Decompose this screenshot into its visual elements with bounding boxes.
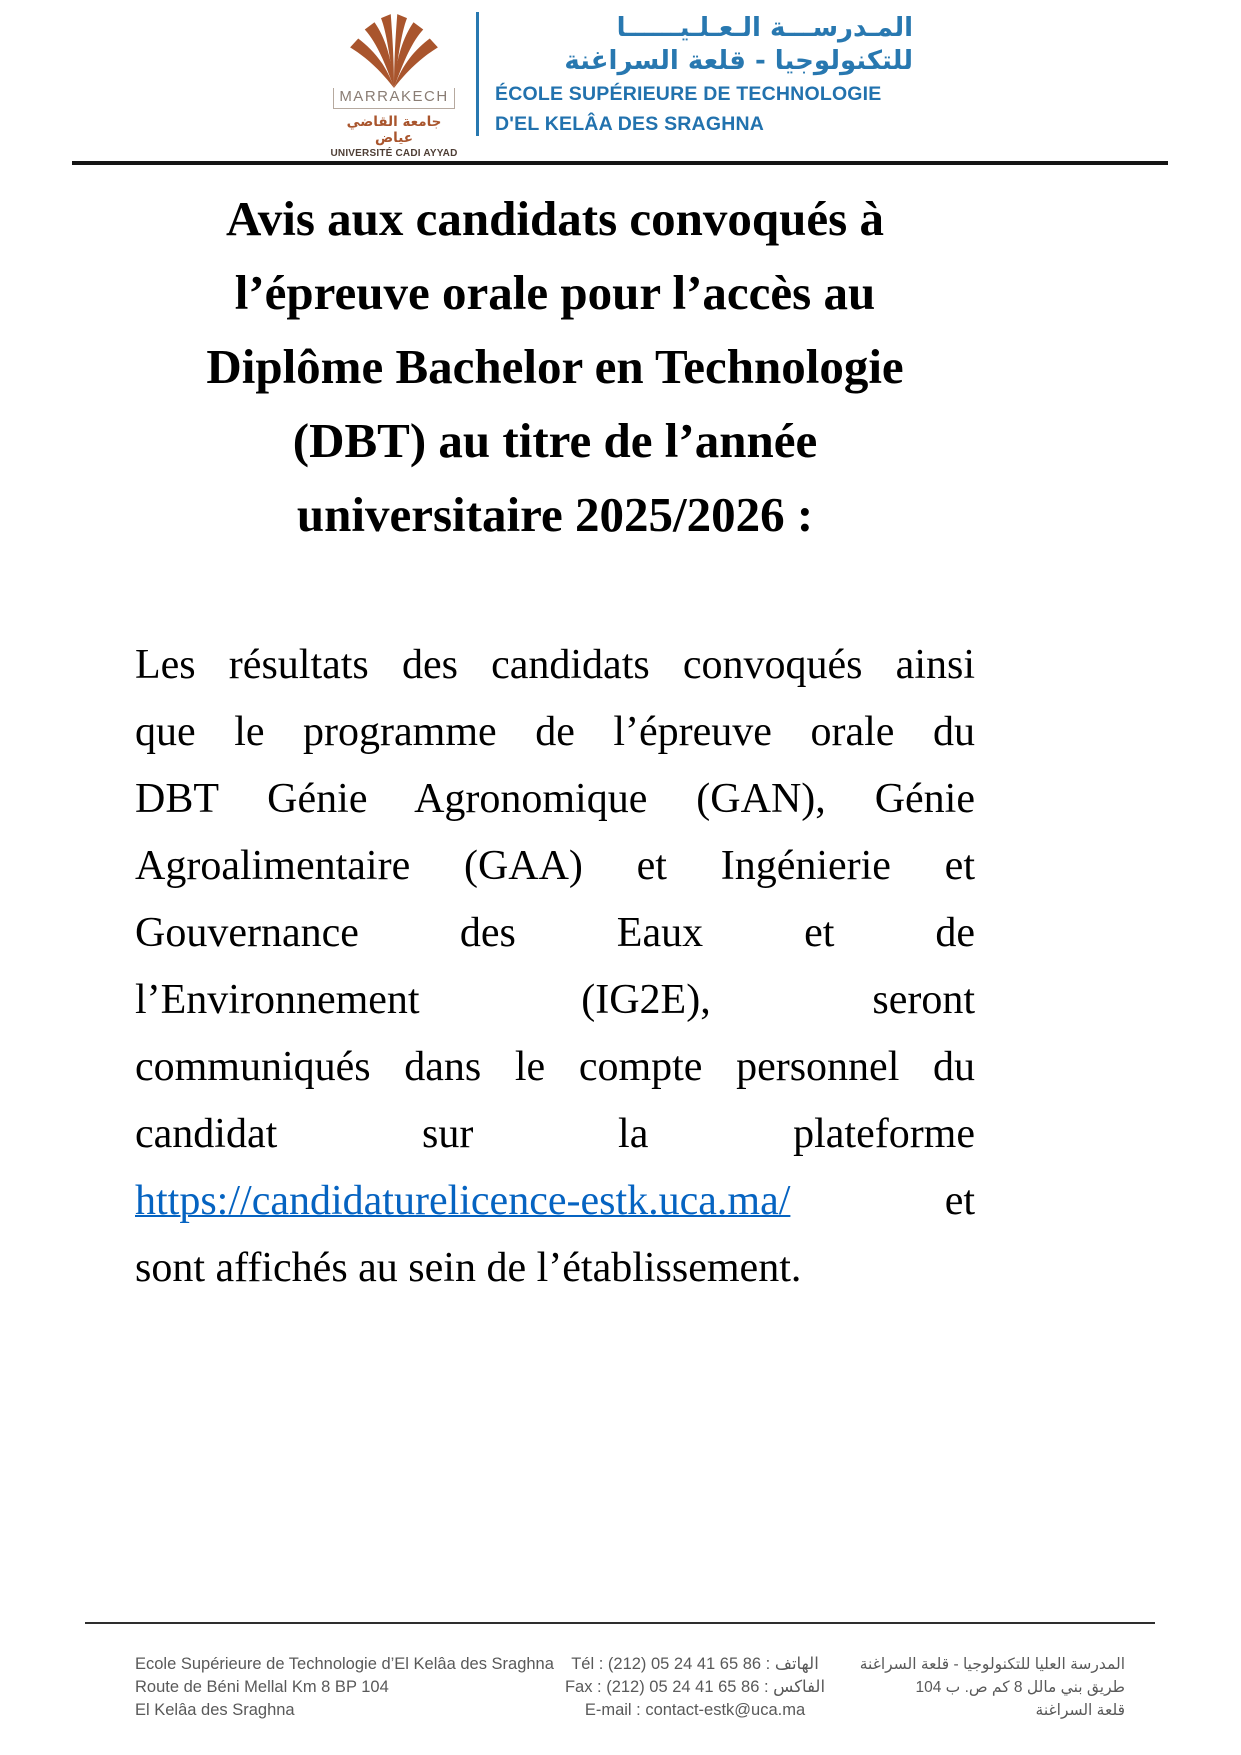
body-line: Les résultats des candidats convoqués ainsi [135, 642, 975, 688]
footer-address-fr-line: Route de Béni Mellal Km 8 BP 104 [135, 1678, 389, 1696]
footer-address-fr-line: Ecole Supérieure de Technologie d’El Kelâa des Sraghna [135, 1655, 554, 1673]
body-line: que le programme de l’épreuve orale du [135, 709, 975, 755]
after-link-text: et [944, 1178, 975, 1224]
footer-address-fr [135, 1653, 575, 1722]
body-line: sont affichés au sein de l’établissement. [135, 1245, 802, 1291]
body-line: candidat sur la plateforme [135, 1111, 975, 1157]
footer-address-ar-line: المدرسة العليا للتكنولوجيا - قلعة السراغنة [859, 1656, 1125, 1673]
notice-title [135, 182, 975, 552]
footer-phone: Tél : (212) 05 24 41 65 86 : الهاتف [571, 1655, 819, 1673]
university-name-latin: UNIVERSITÉ CADI AYYAD [330, 148, 458, 159]
header-divider [476, 12, 479, 136]
platform-link[interactable]: https://candidaturelicence-estk.uca.ma/ [135, 1178, 791, 1224]
title-line: l’épreuve orale pour l’accès au [234, 265, 876, 320]
footer-contact [555, 1653, 835, 1722]
body-line: Agroalimentaire (GAA) et Ingénierie et [135, 843, 975, 889]
university-logo [328, 10, 460, 159]
school-identity [495, 10, 913, 138]
document-header [0, 10, 1241, 159]
palm-tree-icon [336, 10, 452, 88]
footer-address-ar-line: طريق بني مالل 8 كم ص. ب 104 [915, 1679, 1125, 1696]
school-name-arabic-line2: للتكنولوجيا - قلعة السراغنة [564, 46, 913, 76]
footer-email: E-mail : contact-estk@uca.ma [584, 1701, 806, 1719]
marrakech-label: MARRAKECH [333, 88, 454, 109]
footer-address-fr-line: El Kelâa des Sraghna [135, 1701, 295, 1719]
title-line: (DBT) au titre de l’année [292, 413, 818, 468]
footer-rule [85, 1622, 1155, 1624]
university-name-arabic: جامعة القاضي عياض [346, 114, 442, 146]
title-line: Diplôme Bachelor en Technologie [206, 339, 904, 394]
header-rule [72, 161, 1168, 165]
school-name-arabic-line1: المـدرســـة الـعـلـيــــــا [616, 13, 913, 43]
body-line: communiqués dans le compte personnel du [135, 1044, 975, 1090]
body-line: l’Environnement (IG2E), seront [135, 977, 975, 1023]
notice-body [135, 632, 975, 1302]
body-line: Gouvernance des Eaux et de [135, 910, 975, 956]
title-line: Avis aux candidats convoqués à [225, 191, 884, 246]
title-line: universitaire 2025/2026 : [296, 487, 814, 542]
body-line: DBT Génie Agronomique (GAN), Génie [135, 776, 975, 822]
footer-address-ar [845, 1653, 1125, 1722]
body-line-with-link [135, 1168, 975, 1235]
footer-address-ar-line: قلعة السراغنة [1035, 1702, 1125, 1719]
footer-fax: Fax : (212) 05 24 41 65 86 : الفاكس [564, 1678, 826, 1696]
school-name-french-line2: D'EL KELÂA DES SRAGHNA [495, 113, 765, 135]
school-name-french-line1: ÉCOLE SUPÉRIEURE DE TECHNOLOGIE [495, 83, 882, 105]
